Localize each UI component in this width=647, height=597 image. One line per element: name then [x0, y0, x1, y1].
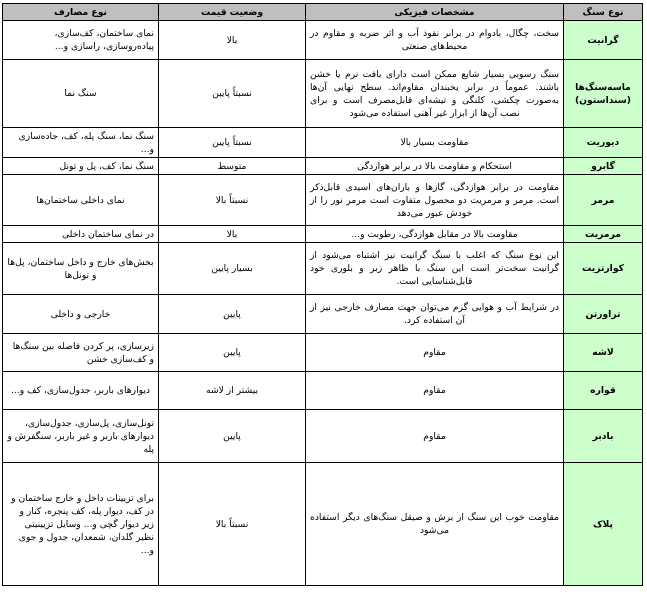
table-row: [3, 372, 643, 410]
cell-type: ماسه‌سنگ‌ها (سنداستون): [564, 60, 643, 128]
table-row: [3, 226, 643, 243]
table-row: [3, 158, 643, 175]
cell-price: پایین: [159, 334, 306, 372]
cell-price: بالا: [159, 21, 306, 60]
cell-props: سخت، چگال، بادوام در برابر نفوذ آب و اثر ضربه و مقاوم در محیط‌های صنعتی: [306, 21, 564, 60]
header-props: مشخصات فیزیکی: [306, 4, 564, 21]
cell-props: مقاومت بسیار بالا: [306, 128, 564, 158]
cell-type: قواره: [564, 372, 643, 410]
cell-price: بالا: [159, 226, 306, 243]
cell-price: نسبتاً پایین: [159, 60, 306, 128]
cell-type: مرمر: [564, 175, 643, 226]
cell-price: نسبتاً بالا: [159, 463, 306, 586]
cell-usage: سنگ نما، سنگ پله، کف، جاده‌سازی و...: [3, 128, 159, 158]
cell-price: نسبتاً پایین: [159, 128, 306, 158]
cell-usage: برای تزیینات داخل و خارج ساختمان و در کف، دیوار پله، کف پنجره، کنار و زیر دیوار گچی و... وسایل تزیینیتی نظیر گلدان، شمعدان، جدول و جوی و...: [3, 463, 159, 586]
cell-props: مقاوم: [306, 372, 564, 410]
table-row: [3, 128, 643, 158]
cell-type: لاشه: [564, 334, 643, 372]
cell-usage: سنگ نما: [3, 60, 159, 128]
table-row: [3, 21, 643, 60]
cell-price: پایین: [159, 295, 306, 334]
stone-types-table-container: [2, 3, 642, 586]
cell-type: بادبر: [564, 410, 643, 463]
cell-usage: بخش‌های خارج و داخل ساختمان، پل‌ها و تونل‌ها: [3, 243, 159, 295]
cell-price: متوسط: [159, 158, 306, 175]
cell-usage: در نمای ساختمان داخلی: [3, 226, 159, 243]
cell-usage: نمای ساختمان، کف‌سازی، پیاده‌روسازی، راسازی و...: [3, 21, 159, 60]
header-usage: نوع مصارف: [3, 4, 159, 21]
cell-type: دیوریت: [564, 128, 643, 158]
cell-props: این نوع سنگ که اغلب با سنگ گرانیت نیز اشتباه می‌شود از گرانیت سخت‌تر است این سنگ با ظاهر زبر و بلوری خود قابل‌شناسایی است.: [306, 243, 564, 295]
cell-usage: خارجی و داخلی: [3, 295, 159, 334]
cell-type: تراورتن: [564, 295, 643, 334]
cell-usage: سنگ نما، کف، پل و تونل: [3, 158, 159, 175]
cell-usage: تونل‌سازی، پل‌سازی، جدول‌سازی، دیوارهای باربر و غیر باربر، سنگفرش و پله: [3, 410, 159, 463]
cell-price: پایین: [159, 410, 306, 463]
cell-usage: نمای داخلی ساختمان‌ها: [3, 175, 159, 226]
cell-type: مرمریت: [564, 226, 643, 243]
cell-type: کوارتزیت: [564, 243, 643, 295]
table-row: [3, 410, 643, 463]
table-row: [3, 243, 643, 295]
cell-props: در شرایط آب و هوایی گرم می‌توان جهت مصارف خارجی نیز از آن استفاده کرد.: [306, 295, 564, 334]
stone-types-table: [2, 3, 643, 586]
table-row: [3, 60, 643, 128]
cell-price: بسیار پایین: [159, 243, 306, 295]
cell-props: مقاومت بالا در مقابل هوازدگی، رطوبت و...: [306, 226, 564, 243]
cell-props: مقاوم: [306, 334, 564, 372]
cell-props: مقاومت خوب این سنگ از برش و صیقل سنگ‌های دیگر استفاده می‌شود: [306, 463, 564, 586]
table-row: [3, 463, 643, 586]
header-row: [3, 4, 643, 21]
cell-props: سنگ رسوبی بسیار شایع ممکن است دارای بافت نرم یا خشن باشند. عموماً در برابر یخبندان مقاوم‌اند. سطح نهایی آن‌ها به‌صورت چکشی، کلنگی و تیشه‌ای قابل‌مصرف است و برای نصب آن‌ها از ابزار غیر آهنی استفاده می‌شود: [306, 60, 564, 128]
cell-usage: دیوارهای باربر، جدول‌سازی، کف و...: [3, 372, 159, 410]
cell-props: مقاوم: [306, 410, 564, 463]
cell-price: بیشتر از لاشه: [159, 372, 306, 410]
header-price: وضعیت قیمت: [159, 4, 306, 21]
cell-type: گابرو: [564, 158, 643, 175]
cell-usage: زیرسازی، پر کردن فاصله بین سنگ‌ها و کف‌سازی خشن: [3, 334, 159, 372]
cell-props: استحکام و مقاومت بالا در برابر هوازدگی: [306, 158, 564, 175]
table-row: [3, 295, 643, 334]
cell-price: نسبتاً بالا: [159, 175, 306, 226]
cell-props: مقاومت در برابر هوازدگی، گازها و باران‌های اسیدی قابل‌ذکر است. مرمر و مرمریت دو محصول متفاوت است مرمر نور را از خودش عبور می‌دهد: [306, 175, 564, 226]
table-row: [3, 334, 643, 372]
cell-type: پلاک: [564, 463, 643, 586]
header-type: نوع سنگ: [564, 4, 643, 21]
table-row: [3, 175, 643, 226]
cell-type: گرانیت: [564, 21, 643, 60]
